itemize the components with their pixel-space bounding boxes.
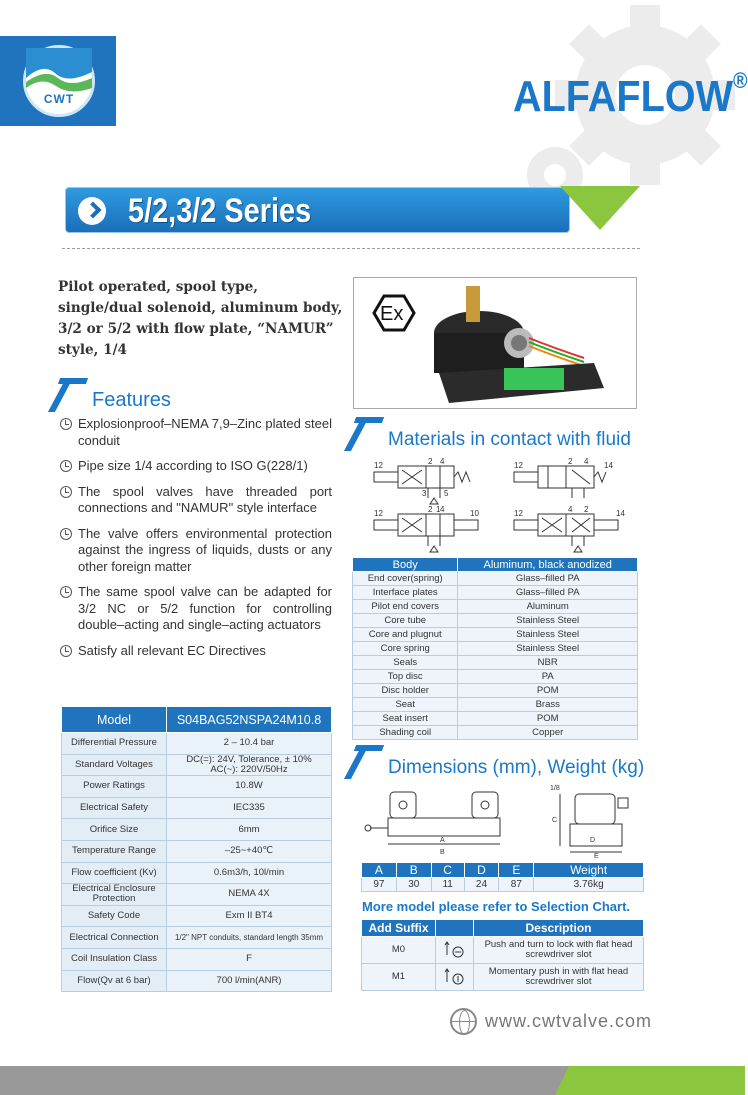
green-triangle-decoration xyxy=(560,186,640,230)
table-header-row: Add Suffix Description xyxy=(362,920,644,937)
product-description: Pilot operated, spool type, single/dual solenoid, aluminum body, 3/2 or 5/2 with flow plate, “NAMUR” style, 1/4 xyxy=(58,279,343,358)
svg-text:3: 3 xyxy=(422,489,427,498)
table-row: Seat insert POM xyxy=(353,712,638,726)
svg-text:4: 4 xyxy=(584,457,589,466)
table-row: Power Ratings 10.8W xyxy=(62,776,332,798)
feature-item: Explosionproof–NEMA 7,9–Zinc plated steel conduit xyxy=(60,416,332,449)
table-row: Electrical Enclosure Protection NEMA 4X xyxy=(62,884,332,906)
registered-mark: ® xyxy=(732,68,748,93)
logo-text: CWT xyxy=(43,92,75,106)
table-row: M0 Push and turn to lock with flat head screwdriver slot xyxy=(362,937,644,964)
svg-text:C: C xyxy=(552,817,558,824)
clock-bullet-icon xyxy=(60,486,72,498)
ex-mark-icon xyxy=(374,296,414,330)
svg-text:2: 2 xyxy=(568,457,573,466)
seven-mark-icon xyxy=(352,415,386,451)
clock-bullet-icon xyxy=(60,460,72,472)
more-models-note: More model please refer to Selection Chart. xyxy=(362,899,631,914)
svg-text:4: 4 xyxy=(568,505,573,514)
table-row: Seals NBR xyxy=(353,656,638,670)
feature-item: The same spool valve can be adapted for 3/2 NC or 5/2 function for controlling double–acting and single–acting actuators xyxy=(60,584,332,634)
dimensions-header xyxy=(352,743,644,779)
svg-text:B: B xyxy=(440,849,445,856)
valve-symbol-diagrams xyxy=(358,458,638,558)
table-row: Core spring Stainless Steel xyxy=(353,642,638,656)
table-header-row xyxy=(62,707,332,733)
svg-text:12: 12 xyxy=(514,461,523,470)
model-spec-table xyxy=(61,706,332,992)
svg-text:12: 12 xyxy=(374,461,383,470)
table-header: S04BAG52NSPA24M10.8 xyxy=(167,707,332,733)
svg-text:5: 5 xyxy=(444,489,449,498)
clock-bullet-icon xyxy=(60,586,72,598)
chevron-right-circle-icon xyxy=(78,197,106,225)
svg-text:1: 1 xyxy=(436,505,441,514)
materials-table xyxy=(352,557,638,740)
svg-text:14: 14 xyxy=(616,509,625,518)
feature-item: The valve offers environmental protection against the ingress of liquids, dusts or any other foreign matter xyxy=(60,526,332,576)
svg-text:2: 2 xyxy=(428,505,433,514)
svg-text:14: 14 xyxy=(604,461,613,470)
table-row: Electrical Safety IEC335 xyxy=(62,797,332,819)
svg-text:2: 2 xyxy=(428,457,433,466)
dimensions-title: Dimensions (mm), Weight (kg) xyxy=(388,757,645,778)
feature-item: The spool valves have threaded port connections and "NAMUR" style interface xyxy=(60,484,332,517)
website-link[interactable] xyxy=(450,1008,652,1035)
clock-bullet-icon xyxy=(60,418,72,430)
svg-text:10: 10 xyxy=(470,509,479,518)
svg-text:1/8: 1/8 xyxy=(550,785,560,792)
table-row: Temperature Range –25~+40℃ xyxy=(62,840,332,862)
svg-text:A: A xyxy=(440,837,445,844)
table-row: Standard Voltages DC(=): 24V, Tolerance, ± 10% AC(~): 220V/50Hz xyxy=(62,754,332,776)
table-row: Shading coil Copper xyxy=(353,726,638,740)
website-text[interactable]: www.cwtvalve.com xyxy=(485,1011,653,1031)
table-row: Seat Brass xyxy=(353,698,638,712)
feature-item: Pipe size 1/4 according to ISO G(228/1) xyxy=(60,458,332,475)
dimensions-table xyxy=(361,862,644,892)
table-row: Differential Pressure 2 – 10.4 bar xyxy=(62,733,332,755)
features-header xyxy=(56,376,171,412)
company-logo xyxy=(0,36,116,126)
globe-icon xyxy=(450,1008,477,1035)
table-row: Core tube Stainless Steel xyxy=(353,614,638,628)
product-image xyxy=(353,277,637,409)
brand-text: ALFAFLOW xyxy=(513,72,733,121)
svg-text:4: 4 xyxy=(440,457,445,466)
clock-bullet-icon xyxy=(60,528,72,540)
table-row: Flow(Qv at 6 bar) 700 l/min(ANR) xyxy=(62,970,332,992)
table-row: Top disc PA xyxy=(353,670,638,684)
svg-text:4: 4 xyxy=(440,505,445,514)
table-row: End cover(spring) Glass–filled PA xyxy=(353,572,638,586)
table-header-row: A B C D E Weight xyxy=(362,863,644,878)
svg-text:Ex: Ex xyxy=(380,303,404,325)
footer-accent xyxy=(555,1066,745,1095)
screwdriver-lock-icon xyxy=(436,937,474,964)
series-title: 5/2,3/2 Series xyxy=(128,192,312,230)
table-row: Interface plates Glass–filled PA xyxy=(353,586,638,600)
seven-mark-icon xyxy=(56,376,90,412)
features-list xyxy=(60,416,332,668)
features-title: Features xyxy=(92,389,171,411)
dimension-drawing xyxy=(360,784,645,859)
table-row: Disc holder POM xyxy=(353,684,638,698)
divider xyxy=(62,248,640,249)
svg-text:2: 2 xyxy=(584,505,589,514)
feature-item: Satisfy all relevant EC Directives xyxy=(60,643,332,660)
table-row: Coil Insulation Class F xyxy=(62,948,332,970)
brand-name xyxy=(513,68,748,122)
table-header: Model xyxy=(62,707,167,733)
table-row: Pilot end covers Aluminum xyxy=(353,600,638,614)
table-row: Electrical Connection 1/2" NPT conduits, standard length 35mm xyxy=(62,927,332,949)
table-row: Flow coefficient (Kv) 0.6m3/h, 10l/min xyxy=(62,862,332,884)
clock-bullet-icon xyxy=(60,645,72,657)
svg-text:12: 12 xyxy=(374,509,383,518)
svg-text:E: E xyxy=(594,853,599,860)
series-banner xyxy=(65,187,570,233)
svg-text:12: 12 xyxy=(514,509,523,518)
seven-mark-icon xyxy=(352,743,386,779)
table-row: M1 Momentary push in with flat head screwdriver slot xyxy=(362,964,644,991)
table-header-row: Body Aluminum, black anodized xyxy=(353,558,638,572)
svg-text:D: D xyxy=(590,837,596,844)
table-row: Orifice Size 6mm xyxy=(62,819,332,841)
suffix-table xyxy=(361,919,644,991)
logo-emblem xyxy=(23,45,95,117)
table-row: Safety Code Exm II BT4 xyxy=(62,905,332,927)
table-row: Core and plugnut Stainless Steel xyxy=(353,628,638,642)
materials-title: Materials in contact with fluid xyxy=(388,429,631,450)
materials-header xyxy=(352,415,631,451)
screwdriver-push-icon xyxy=(436,964,474,991)
table-row: 97 30 11 24 87 3.76kg xyxy=(362,878,644,892)
